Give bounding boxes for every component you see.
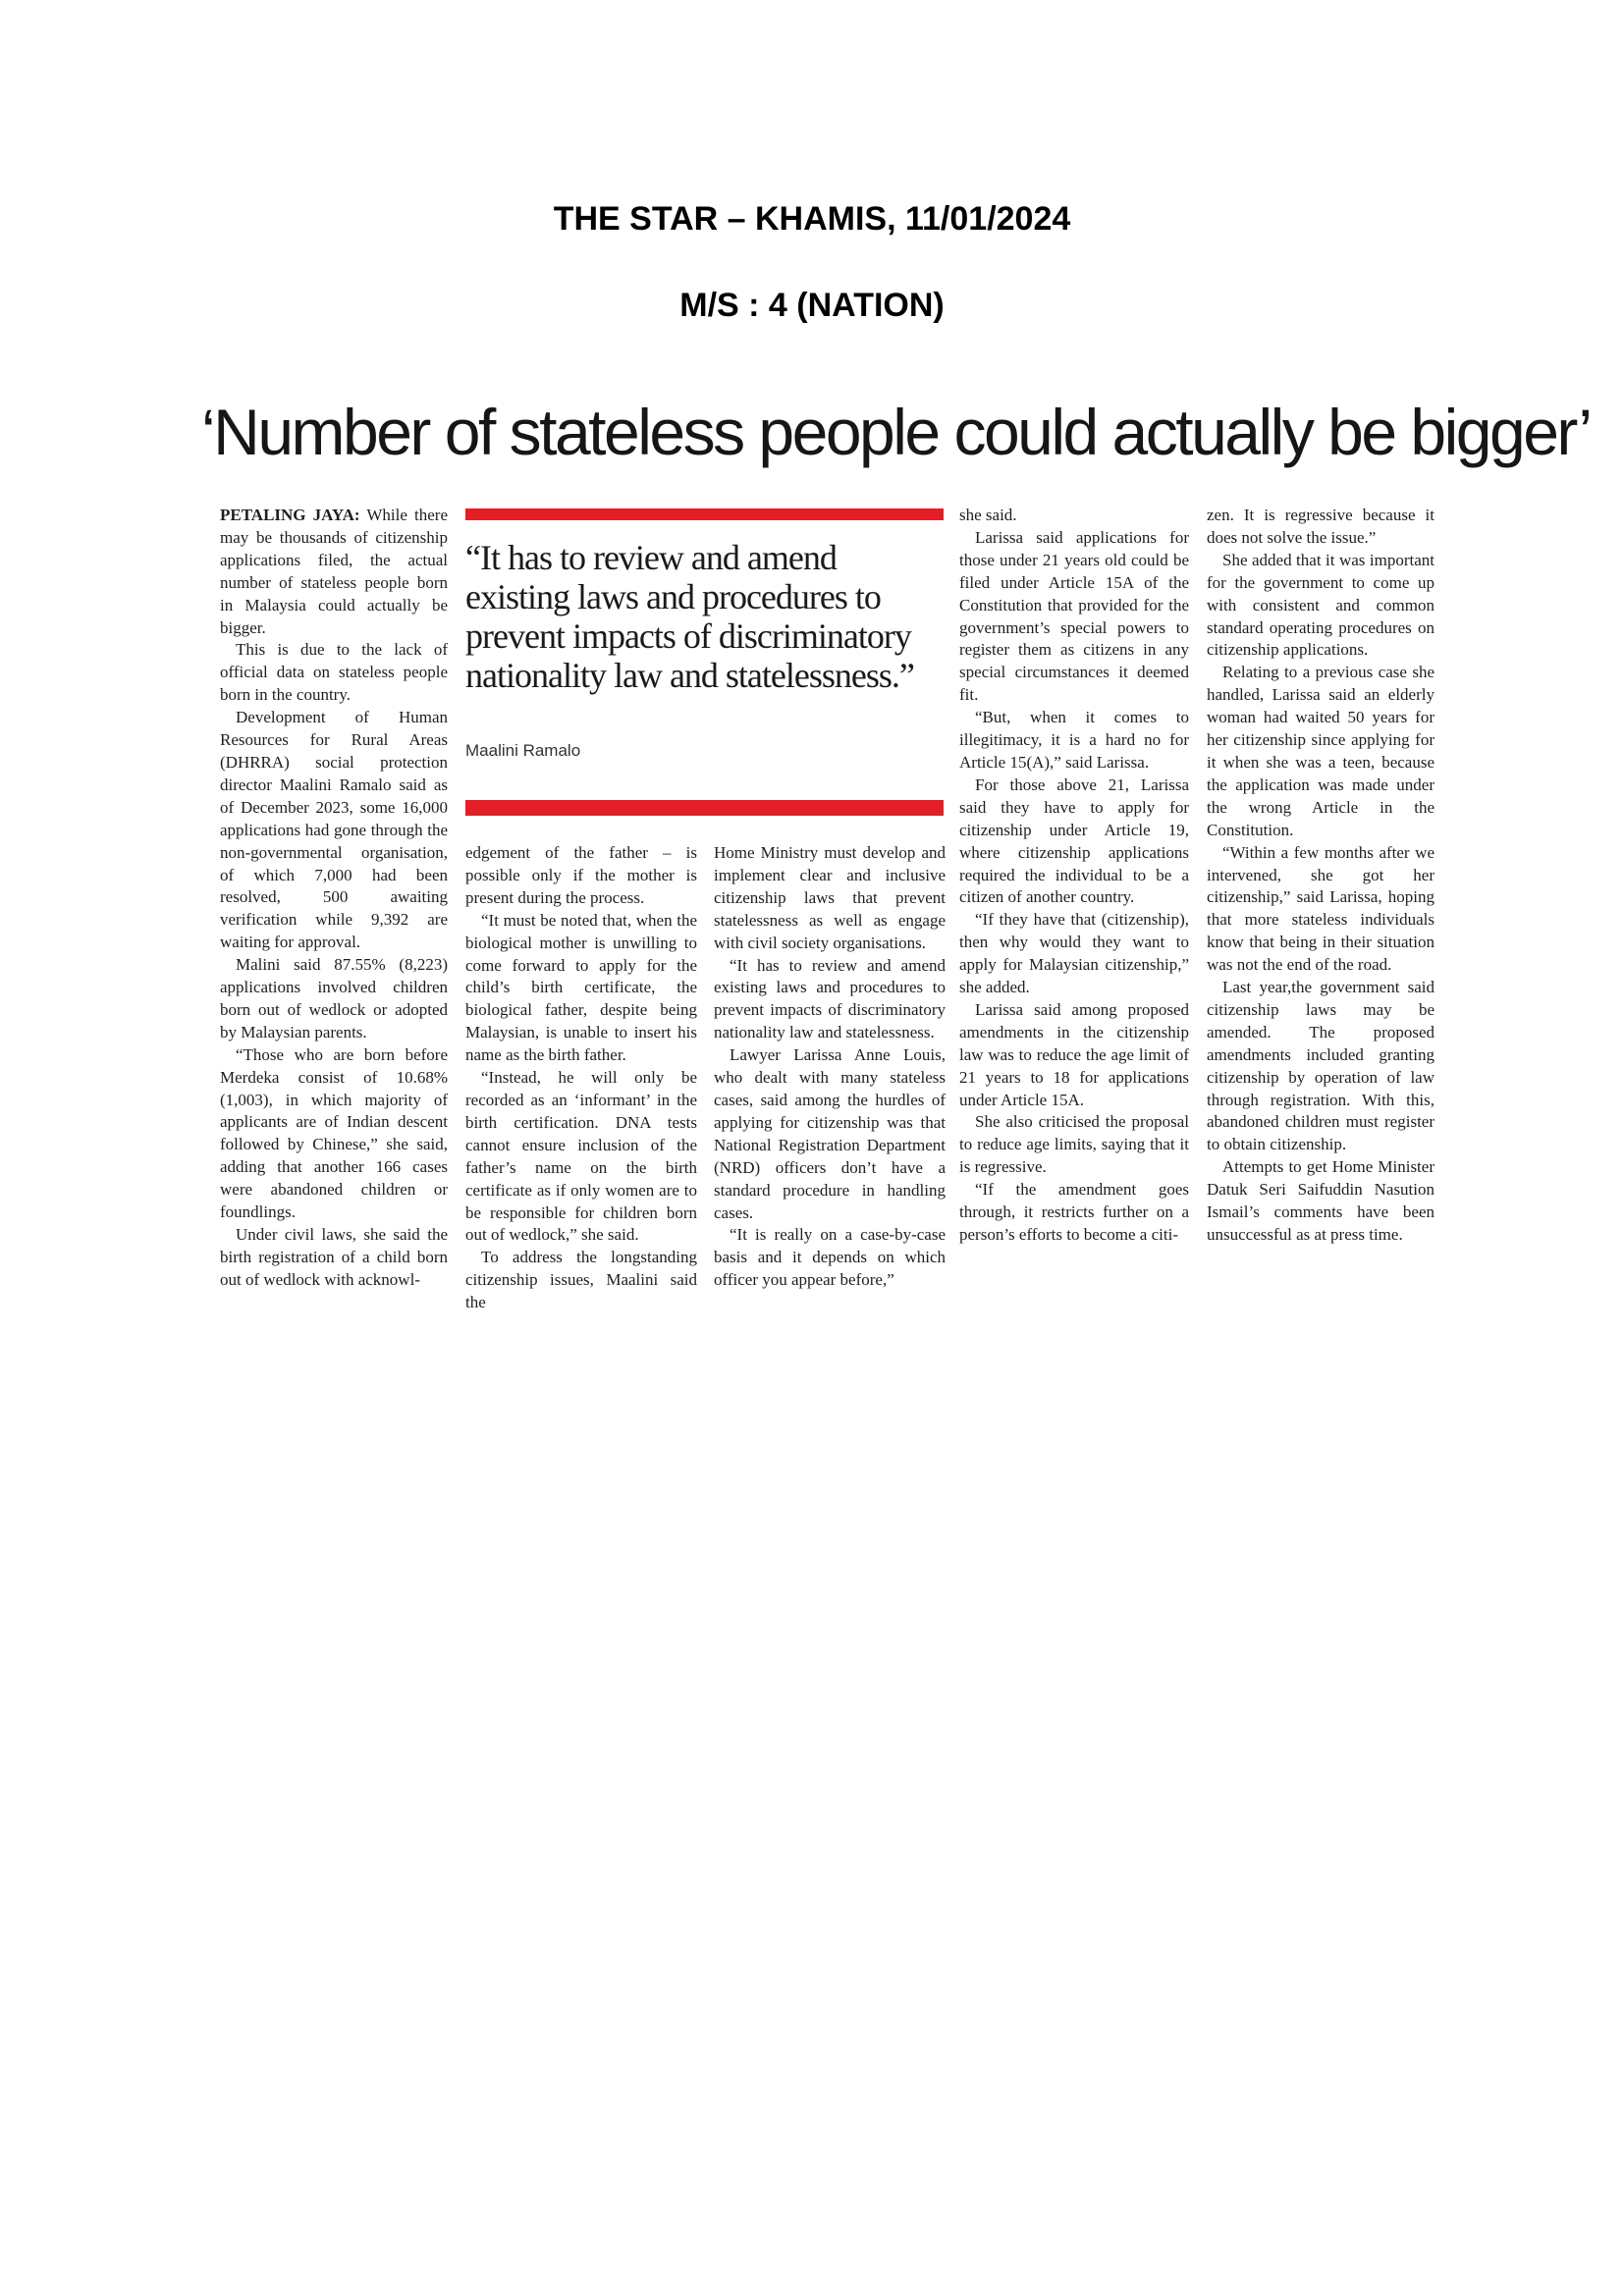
paragraph: Attempts to get Home Minister Datuk Seri Saifuddin Nasution Ismail’s comments have been unsuccessful as at press time. [1207,1157,1435,1244]
paragraph: Under civil laws, she said the birth registration of a child born out of wedlock with acknowl- [220,1225,448,1289]
paragraph: She added that it was important for the government to come up with consistent and common standard operating procedures on citizenship applications. [1207,550,1435,660]
headline: ‘Number of stateless people could actually be bigger’ [201,396,1591,468]
pull-quote-top-rule [465,508,944,520]
paragraph: “It is really on a case-by-case basis and it depends on which officer you appear before,” [714,1225,946,1290]
paragraph: “It has to review and amend existing laws and procedures to prevent impacts of discriminatory nationality law and statelessness. [714,955,946,1042]
dateline: PETALING JAYA: [220,506,360,524]
paragraph: “Within a few months after we intervened, she got her citizenship,” said Larissa, hoping that more stateless individuals know that being in their situation was not the end of the road. [1207,842,1435,975]
pull-quote-credit: Maalini Ramalo [465,741,581,760]
paragraph: Larissa said among proposed amendments in the citizenship law was to reduce the age limit of 21 years to 18 for applications under Article 15A. [959,999,1189,1109]
paragraph: “If the amendment goes through, it restricts further on a person’s efforts to become a citi- [959,1180,1189,1244]
paragraph: “It must be noted that, when the biological mother is unwilling to come forward to apply for the child’s birth certificate, the biological father, despite being Malaysian, is unable to insert his name as the birth father. [465,910,697,1065]
paragraph: zen. It is regressive because it does not solve the issue.” [1207,506,1435,547]
pull-quote: “It has to review and amend existing laws and procedures to prevent impacts of discriminatory nationality law and statelessness.” [465,538,914,695]
paragraph: “Those who are born before Merdeka consist of 10.68% (1,003), in which majority of applicants are of Indian descent followed by Chinese,” she said, adding that another 166 cases were abandoned children or foundlings. [220,1044,448,1222]
paragraph: Home Ministry must develop and implement clear and inclusive citizenship laws that prevent statelessness as well as engage with civil society organisations. [714,843,946,952]
paragraph: edgement of the father – is possible only if the mother is present during the process. [465,843,697,907]
paragraph: Last year,the government said citizenship laws may be amended. The proposed amendments included granting citizenship by operation of law through registration. With this, abandoned children must register to obtain citizenship. [1207,978,1435,1154]
paragraph: Larissa said applications for those under 21 years old could be filed under Article 15A of the Constitution that provided for the government’s special powers to register them as citizens in any special circumstances it deemed fit. [959,527,1189,705]
pull-quote-bottom-rule [465,800,944,816]
paragraph: For those above 21, Larissa said they have to apply for citizenship under Article 19, where citizenship applications required the individual to be a citizen of another country. [959,774,1189,907]
paragraph: Lawyer Larissa Anne Louis, who dealt with many stateless cases, said among the hurdles of applying for citizenship was that National Registration Department (NRD) officers don’t have a standard procedure in handling cases. [714,1045,946,1222]
article-column-2 [465,842,697,1314]
paragraph: “If they have that (citizenship), then why would they want to apply for Malaysian citizenship,” she added. [959,910,1189,997]
article-column-5 [1207,505,1435,1247]
article-column-3 [714,842,946,1292]
source-line: THE STAR – KHAMIS, 11/01/2024 [553,200,1071,238]
paragraph: Malini said 87.55% (8,223) applications involved children born out of wedlock or adopted by Malaysian parents. [220,955,448,1041]
page-section: M/S : 4 (NATION) [679,287,945,324]
article-column-1 [220,505,448,1292]
paragraph: she said. [959,506,1017,524]
paragraph: Development of Human Resources for Rural Areas (DHRRA) social protection director Maalini Ramalo said as of December 2023, some 16,000 applications had gone through the non-governmental organisation, of which 7,000 had been resolved, 500 awaiting verification while 9,392 are waiting for approval. [220,708,448,952]
paragraph: Relating to a previous case she handled, Larissa said an elderly woman had waited 50 years for her citizenship since applying for it when she was a teen, because the application was made under the wrong Article in the Constitution. [1207,663,1435,839]
article-column-4 [959,505,1189,1247]
paragraph: “Instead, he will only be recorded as an ‘informant’ in the birth certification. DNA tests cannot ensure inclusion of the father’s name on the birth certificate as if only women are to be responsible for children born out of wedlock,” she said. [465,1068,697,1245]
paragraph: She also criticised the proposal to reduce age limits, saying that it is regressive. [959,1112,1189,1177]
paragraph: This is due to the lack of official data on stateless people born in the country. [220,640,448,705]
paragraph: PETALING JAYA: While there may be thousands of citizenship applications filed, the actual number of stateless people born in Malaysia could actually be bigger. [220,506,448,637]
paragraph: To address the longstanding citizenship issues, Maalini said the [465,1248,697,1312]
paragraph: “But, when it comes to illegitimacy, it is a hard no for Article 15(A),” said Larissa. [959,708,1189,772]
